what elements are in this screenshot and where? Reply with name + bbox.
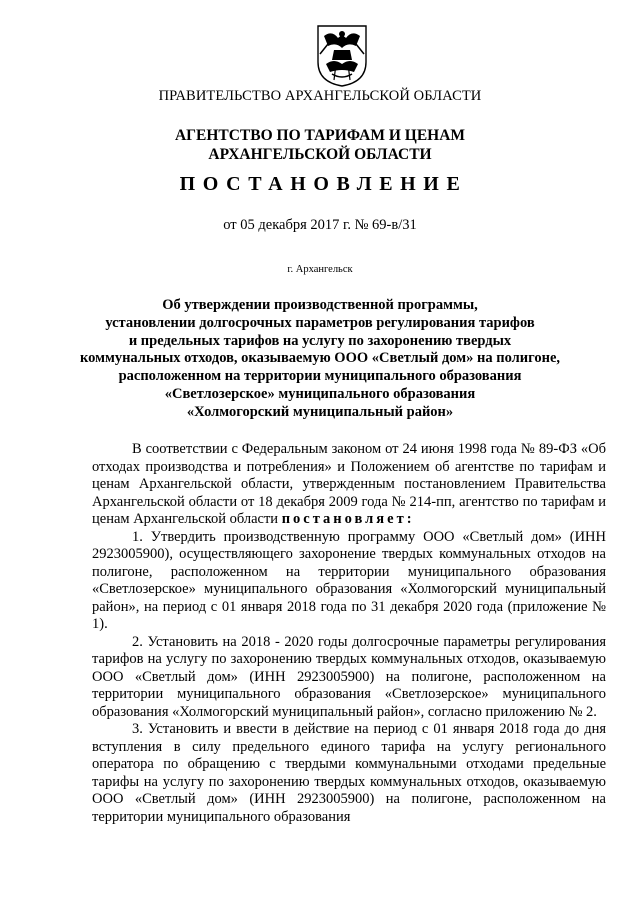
document-title [0, 297, 640, 422]
clause-3: 3. Установить и ввести в действие на период с 01 января 2018 года до дня вступления в силу предельного единого тарифа на услугу регионального оператора по обращению с твердыми коммунальными отходами предельные тарифы на услугу по захоронению твердых коммунальных отходов, оказываемую ООО «Светлый дом» (ИНН 2923005900) на полигоне, расположенном на территории муниципального образования [92, 721, 606, 825]
document-city: г. Архангельск [287, 264, 353, 275]
agency-name [0, 126, 640, 164]
clause-1: 1. Утвердить производственную программу ООО «Светлый дом» (ИНН 2923005900), осуществляющего захоронение твердых коммунальных отходов на полигоне, расположенном на территории муниципального образования «Светлозерское» муниципального образования «Холмогорский муниципальный район», на период с 01 января 2018 года по 31 декабря 2020 года (приложение № 1). [92, 528, 606, 632]
preamble-paragraph [92, 441, 606, 529]
resolves-word: постановляет: [281, 511, 415, 527]
agency-name-line-1: АГЕНТСТВО ПО ТАРИФАМ И ЦЕНАМ [174, 127, 466, 144]
clause-2: 2. Установить на 2018 - 2020 годы долгосрочные параметры регулирования тарифов на услугу по захоронению твердых коммунальных отходов, оказываемую ООО «Светлый дом» (ИНН 2923005900) на полигоне, расположенном на территории муниципального образования «Светлозерское» муниципального образования «Холмогорский муниципальный район», согласно приложению № 2. [92, 633, 606, 720]
title-line-7: «Холмогорский муниципальный район» [186, 403, 454, 420]
agency-name-line-2: АРХАНГЕЛЬСКОЙ ОБЛАСТИ [208, 146, 432, 163]
preamble-text: В соответствии с Федеральным законом от 24 июня 1998 года № 89-ФЗ «Об отходах производства и потребления» и Положением об агентстве по тарифам и ценам Архангельской области, утвержденным постановлением Правительства Архангельской области от 18 декабря 2009 года № 214-пп, агентство по тарифам и ценам Архангельской области [92, 441, 606, 527]
title-line-3: и предельных тарифов на услугу по захоронению твердых [128, 332, 512, 349]
title-line-5: расположенном на территории муниципального образования [118, 368, 522, 385]
document-date-number: от 05 декабря 2017 г. № 69-в/31 [223, 217, 417, 233]
coat-of-arms-emblem [314, 24, 370, 88]
government-name: ПРАВИТЕЛЬСТВО АРХАНГЕЛЬСКОЙ ОБЛАСТИ [158, 88, 482, 104]
title-line-4: коммунальных отходов, оказываемую ООО «Светлый дом» на полигоне, [79, 350, 561, 367]
title-line-6: «Светлозерское» муниципального образования [164, 385, 476, 402]
document-body [92, 441, 606, 826]
title-line-1: Об утверждении производственной программы, [162, 297, 478, 313]
title-line-2: установлении долгосрочных параметров регулирования тарифов [105, 314, 535, 331]
document-type-heading: ПОСТАНОВЛЕНИЕ [179, 173, 468, 195]
coat-of-arms-icon [314, 24, 370, 88]
